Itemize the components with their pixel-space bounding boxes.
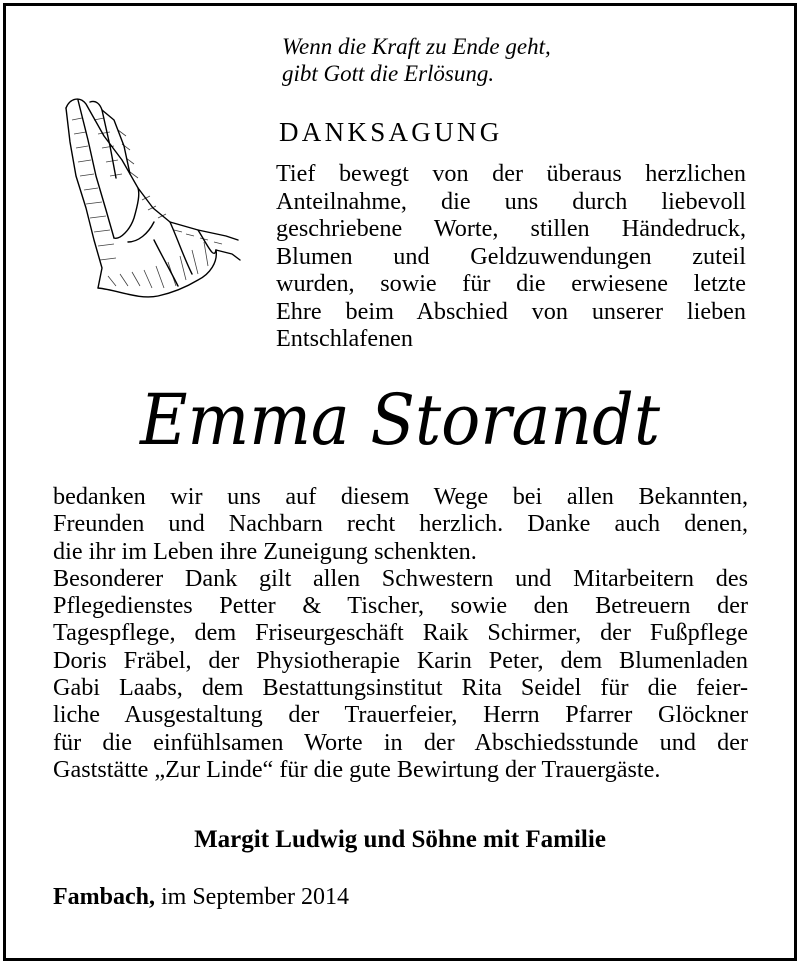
motto-line-1: Wenn die Kraft zu Ende geht, [282,34,551,59]
intro-line: Anteilnahme, die uns durch liebevoll [276,187,746,215]
body-line: Freunden und Nachbarn recht herzlich. Danke auch denen, [53,510,748,538]
body-line: Gaststätte „Zur Linde“ für die gute Bewirtung der Trauergäste. [53,755,661,783]
intro-line: Ehre beim Abschied von unserer lieben [276,297,746,325]
body-paragraph [53,483,748,783]
body-line: Doris Fräbel, der Physiotherapie Karin Peter, dem Blumenladen [53,646,748,674]
body-line: Gabi Laabs, dem Bestattungsinstitut Rita Seidel für die feier- [53,674,748,702]
date-text: im September 2014 [161,884,349,910]
intro-line: wurden, sowie für die erwiesene letzte [276,270,746,297]
intro-line: geschriebene Worte, stillen Händedruck, [276,215,746,242]
body-line: Besonderer Dank gilt allen Schwestern und Mitarbeitern des [53,564,748,592]
body-line: für die einfühlsamen Worte in der Abschiedsstunde und der [53,728,748,756]
place-date-line [53,884,349,911]
body-line: bedanken wir uns auf diesem Wege bei allen Bekannten, [53,483,748,510]
praying-hands-icon [58,90,243,305]
signature: Margit Ludwig und Söhne mit Familie [194,826,606,853]
body-line: die ihr im Leben ihre Zuneigung schenkten. [53,537,477,565]
deceased-name-text: Emma Storandt [138,379,661,461]
deceased-name [0,370,800,470]
heading: DANKSAGUNG [279,117,503,147]
intro-line: Blumen und Geldzuwendungen zuteil [276,242,746,270]
intro-line: Entschlafenen [276,325,413,352]
place-name: Fambach, [53,884,155,910]
motto-quote [282,33,752,87]
intro-paragraph [276,160,746,353]
intro-line: Tief bewegt von der überaus herzlichen [276,160,746,187]
body-line: Tagespflege, dem Friseurgeschäft Raik Schirmer, der Fußpflege [53,619,748,647]
motto-line-2: gibt Gott die Erlösung. [282,61,495,86]
body-line: liche Ausgestaltung der Trauerfeier, Herrn Pfarrer Glöckner [53,701,748,729]
body-line: Pflegedienstes Petter & Tischer, sowie den Betreuern der [53,592,748,620]
